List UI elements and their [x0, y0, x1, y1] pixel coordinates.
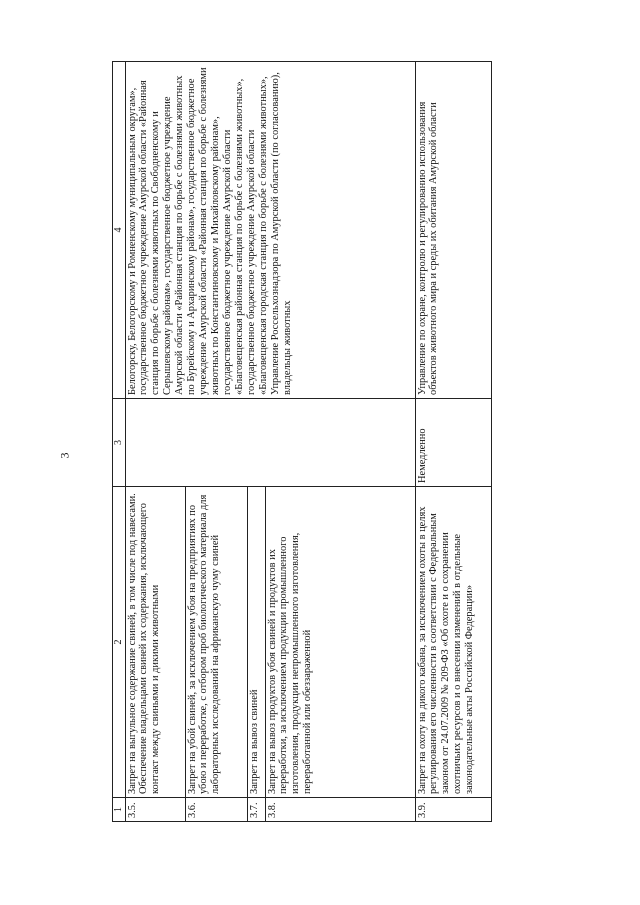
measure-text: Запрет на вывоз продуктов убоя свиней и продуктов их переработки, за исключением продукции промышленного изготовления, продукции непромышленного изготовления, переработанной или обеззараженной	[265, 487, 415, 798]
header-col-3: 3	[113, 399, 126, 487]
row-number: 3.5.	[125, 798, 185, 822]
page-number: 3	[57, 452, 72, 459]
row-number: 3.8.	[265, 798, 415, 822]
row-number: 3.6.	[185, 798, 247, 822]
measure-text: Запрет на выгульное содержание свиней, в том числе под навесами. Обеспечение владельцами свиней их содержания, исключающего контакт между свиньями и дикими животными	[125, 487, 185, 798]
header-col-1: 1	[113, 798, 126, 822]
row-number: 3.7.	[247, 798, 265, 822]
deadline-text	[125, 399, 415, 487]
responsible-text: Белогорску, Белогорскому и Ромненскому муниципальным округам», государственное бюджетное учреждение Амурской области «Районная станция по борьбе с болезнями животных по Свободненскому и Серышевскому районам», государственное бюджетное учреждение Амурской области «Районная станция по борьбе с болезнями животных по Бурейскому и Архаринскому районам», государственное бюджетное учреждение Амурской области «Районная станция по борьбе с болезнями животных по Константиновскому и Михайловскому районам», государственное бюджетное учреждение Амурской области «Благовещенская районная станция по борьбе с болезнями животных», государственное бюджетное учреждение Амурской области «Благовещенская городская станция по борьбе с болезнями животных», Управление Россельхознадзора по Амурской области (по согласованию), владельцы животных	[125, 62, 415, 399]
measure-text: Запрет на вывоз свиней	[247, 487, 265, 798]
table-header-row	[113, 62, 126, 822]
measures-table	[112, 61, 492, 822]
responsible-text: Управление по охране, контролю и регулированию использования объектов животного мира и среды их обитания Амурской области	[415, 62, 491, 399]
header-col-4: 4	[113, 62, 126, 399]
deadline-text: Немедленно	[415, 399, 491, 487]
measure-text: Запрет на охоту на дикого кабана, за исключением охоты в целях регулирования его численности в соответствии с Федеральным законом от 24.07.2009 № 209-ФЗ «Об охоте и о сохранении охотничьих ресурсов и о внесении изменений в отдельные законодательные акты Российской Федерации»	[415, 487, 491, 798]
rotated-document	[112, 62, 520, 822]
row-number: 3.9.	[415, 798, 491, 822]
table-row	[125, 62, 185, 822]
header-col-2: 2	[113, 487, 126, 798]
measure-text: Запрет на убой свиней, за исключением убоя на предприятиях по убою и переработке, с отбором проб биологического материала для лабораторных исследований на африканскую чуму свиней	[185, 487, 247, 798]
table-row	[415, 62, 491, 822]
